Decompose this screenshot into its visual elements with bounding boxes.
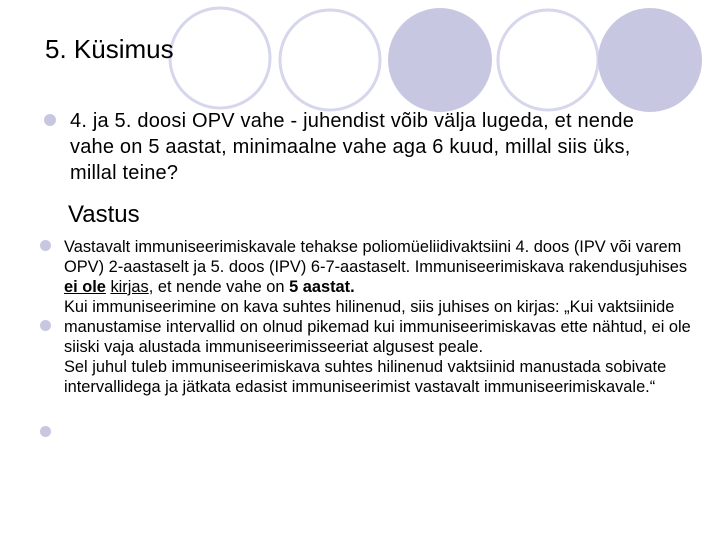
decor-circle-3 [388,8,492,112]
list-item: Sel juhul tuleb immuniseerimiskava suhtes hilinenud vaktsiinid manustada sobivate intervallidega ja jätkata edasist immuniseerimist vastavalt immuniseerimiskavale.“ [64,358,667,396]
bullet-icon [44,114,56,126]
list-item: Kui immuniseerimine on kava suhtes hilinenud, siis juhises on kirjas: „Kui vaktsiinide manustamise intervallid on olnud pikemad kui immuniseerimiskavas ette nähtud, ei ole siiski vaja alustada immuniseerimisseeriat algusest peale. [64,298,691,356]
answer-heading: Vastus [68,201,140,228]
decor-circle-4 [498,10,598,110]
bullet-icon [40,426,51,437]
decor-circle-2 [280,10,380,110]
decor-circle-5 [598,8,702,112]
bullet-icon [40,320,51,331]
item-text: Vastavalt immuniseerimiskavale tehakse poliomüeliidivaktsiini 4. doos (IPV või varem OPV) 2-aastaselt ja 5. doos (IPV) 6-7-aastaselt. Immuniseerimiskava rakendusjuhises [64,238,688,276]
bullet-icon [40,240,51,251]
item-text: , et nende vahe on [148,278,290,296]
slide-title: 5. Küsimus [45,34,174,64]
underlined-text: kirjas [110,278,149,296]
answer-list [64,237,694,397]
bold-text: 5 aastat. [289,278,355,296]
decor-circle-1 [170,8,270,108]
question-text: 4. ja 5. doosi OPV vahe - juhendist võib välja lugeda, et nende vahe on 5 aastat, minimaalne vahe aga 6 kuud, millal siis üks, millal teine? [70,110,635,184]
emphasis-text: ei ole [64,278,106,296]
list-item [64,237,694,297]
